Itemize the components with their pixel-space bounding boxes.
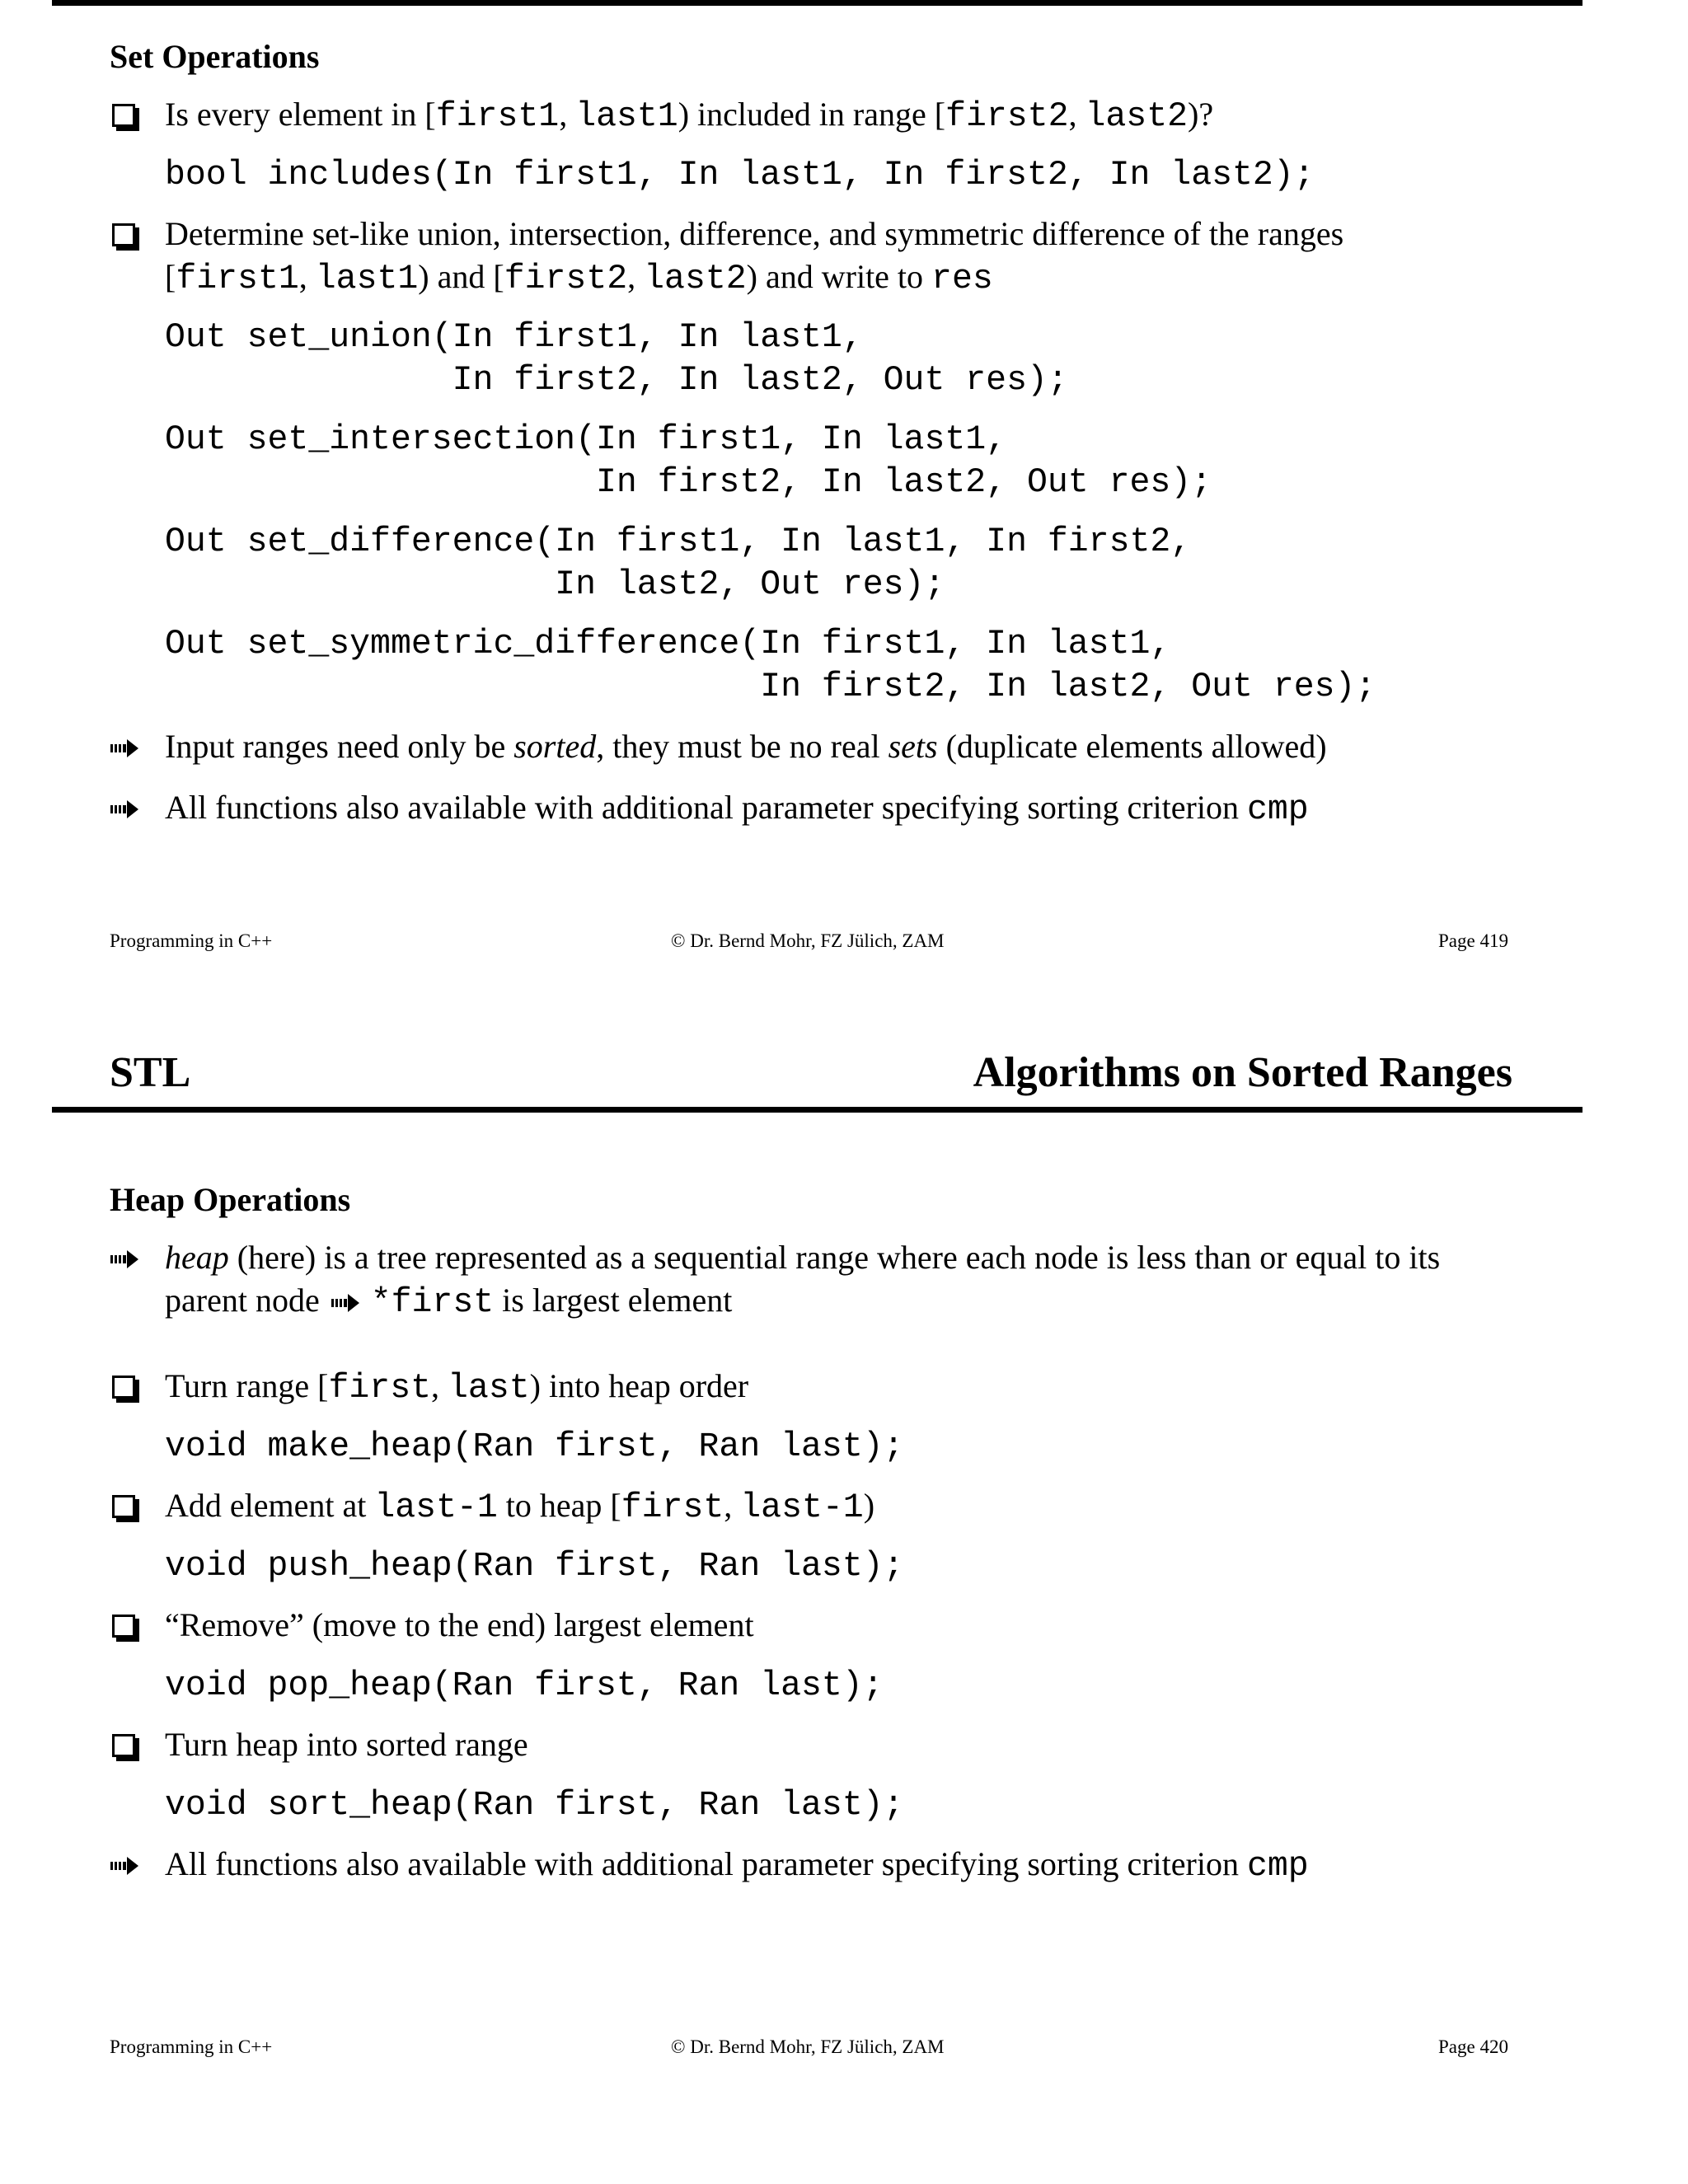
text: (duplicate elements allowed) xyxy=(937,728,1327,765)
checkbox-bullet-icon xyxy=(112,1734,135,1757)
text: ) into heap order xyxy=(529,1367,749,1404)
heap-definition-line1 xyxy=(165,1236,1440,1279)
code-inline: first2 xyxy=(945,97,1069,136)
text: )? xyxy=(1188,96,1214,133)
code-set-union: Out set_union(In first1, In last1, In first2, In last2, Out res); xyxy=(165,318,1068,400)
footer-center: © Dr. Bernd Mohr, FZ Jülich, ZAM xyxy=(671,2036,945,2057)
code-pop-heap: void pop_heap(Ran first, Ran last); xyxy=(165,1666,884,1705)
emphasis: heap xyxy=(165,1239,229,1276)
arrow-bullet-icon xyxy=(110,1250,138,1268)
code-inline: last2 xyxy=(1085,97,1189,136)
text: parent node xyxy=(165,1282,320,1319)
header-rule xyxy=(52,1107,1582,1113)
code-sort-heap: void sort_heap(Ran first, Ran last); xyxy=(165,1786,904,1825)
bullet-text-push-heap xyxy=(165,1484,874,1530)
top-rule xyxy=(52,0,1582,6)
footer-center: © Dr. Bernd Mohr, FZ Jülich, ZAM xyxy=(671,930,945,951)
text: , xyxy=(559,96,576,133)
heap-definition-line2 xyxy=(165,1279,732,1324)
code-inline: last1 xyxy=(575,97,678,136)
code-inline: last xyxy=(448,1369,530,1408)
text: , xyxy=(298,258,316,295)
checkbox-bullet-icon xyxy=(112,1615,135,1638)
arrow-inline-icon xyxy=(331,1280,359,1298)
text: ) included in range [ xyxy=(678,96,946,133)
text: , xyxy=(627,258,645,295)
code-set-difference: Out set_difference(In first1, In last1, In first2, In last2, Out res); xyxy=(165,523,1192,604)
text: All functions also available with additional parameter specifying sorting criterion xyxy=(165,789,1247,826)
text: Input ranges need only be xyxy=(165,728,514,765)
code-inline: first1 xyxy=(176,260,299,298)
text: to heap [ xyxy=(497,1487,621,1524)
text: Turn range [ xyxy=(165,1367,329,1404)
header-right-title: Algorithms on Sorted Ranges xyxy=(973,1049,1512,1096)
text: , xyxy=(431,1367,448,1404)
text: Add element at xyxy=(165,1487,375,1524)
note-sorted-ranges xyxy=(165,725,1327,768)
text: ) and write to xyxy=(746,258,932,295)
header-left-stl: STL xyxy=(110,1049,191,1096)
code-inline: last-1 xyxy=(374,1488,498,1527)
text: ) xyxy=(863,1487,875,1524)
text: All functions also available with additional parameter specifying sorting criterion xyxy=(165,1845,1247,1882)
emphasis: sets xyxy=(888,728,938,765)
text: , they must be no real xyxy=(596,728,889,765)
text: ) and [ xyxy=(418,258,504,295)
code-inline: first xyxy=(621,1488,724,1527)
emphasis: sorted xyxy=(513,728,597,765)
footer-left: Programming in C++ xyxy=(110,930,273,951)
code-inline: first2 xyxy=(504,260,628,298)
bullet-text-set-ops-line1: Determine set-like union, intersection, difference, and symmetric difference of the ranges xyxy=(165,215,1344,252)
footer-page-number: Page 420 xyxy=(1438,2036,1508,2057)
text: is largest element xyxy=(494,1282,733,1319)
code-inline: cmp xyxy=(1246,790,1309,829)
code-inline: *first xyxy=(370,1283,495,1322)
code-inline: last2 xyxy=(644,260,747,298)
code-set-intersection: Out set_intersection(In first1, In last1, In first2, In last2, Out res); xyxy=(165,420,1212,502)
arrow-bullet-icon xyxy=(110,1857,138,1875)
code-inline: last1 xyxy=(315,260,419,298)
arrow-bullet-icon xyxy=(110,800,138,818)
checkbox-bullet-icon xyxy=(112,104,135,127)
code-make-heap: void make_heap(Ran first, Ran last); xyxy=(165,1427,904,1466)
bullet-text-set-ops-line2 xyxy=(165,255,993,301)
bullet-text-sort-heap: Turn heap into sorted range xyxy=(165,1726,528,1763)
bullet-text-includes xyxy=(165,93,1213,138)
text: Is every element in [ xyxy=(165,96,436,133)
text: [ xyxy=(165,258,176,295)
checkbox-bullet-icon xyxy=(112,1376,135,1399)
section-title-heap-operations: Heap Operations xyxy=(110,1181,351,1218)
text: (here) is a tree represented as a sequential range where each node is less than or equal to its xyxy=(228,1239,1441,1276)
code-inline: first xyxy=(328,1369,432,1408)
code-push-heap: void push_heap(Ran first, Ran last); xyxy=(165,1547,904,1586)
code-inline: res xyxy=(931,260,993,298)
code-includes: bool includes(In first1, In last1, In first2, In last2); xyxy=(165,156,1315,194)
note-cmp-parameter xyxy=(165,1843,1309,1888)
text: , xyxy=(724,1487,741,1524)
text: , xyxy=(1068,96,1085,133)
bullet-text-pop-heap: “Remove” (move to the end) largest element xyxy=(165,1606,754,1643)
footer-left: Programming in C++ xyxy=(110,2036,273,2057)
checkbox-bullet-icon xyxy=(112,1495,135,1518)
bullet-text-make-heap xyxy=(165,1365,748,1410)
code-set-symmetric-difference: Out set_symmetric_difference(In first1, In last1, In first2, In last2, Out res); xyxy=(165,625,1376,706)
note-cmp-parameter xyxy=(165,786,1309,832)
arrow-bullet-icon xyxy=(110,739,138,757)
section-title-set-operations: Set Operations xyxy=(110,38,320,75)
footer-page-number: Page 419 xyxy=(1438,930,1508,951)
code-inline: last-1 xyxy=(740,1488,864,1527)
code-inline: cmp xyxy=(1246,1847,1309,1886)
code-inline: first1 xyxy=(435,97,560,136)
checkbox-bullet-icon xyxy=(112,223,135,246)
